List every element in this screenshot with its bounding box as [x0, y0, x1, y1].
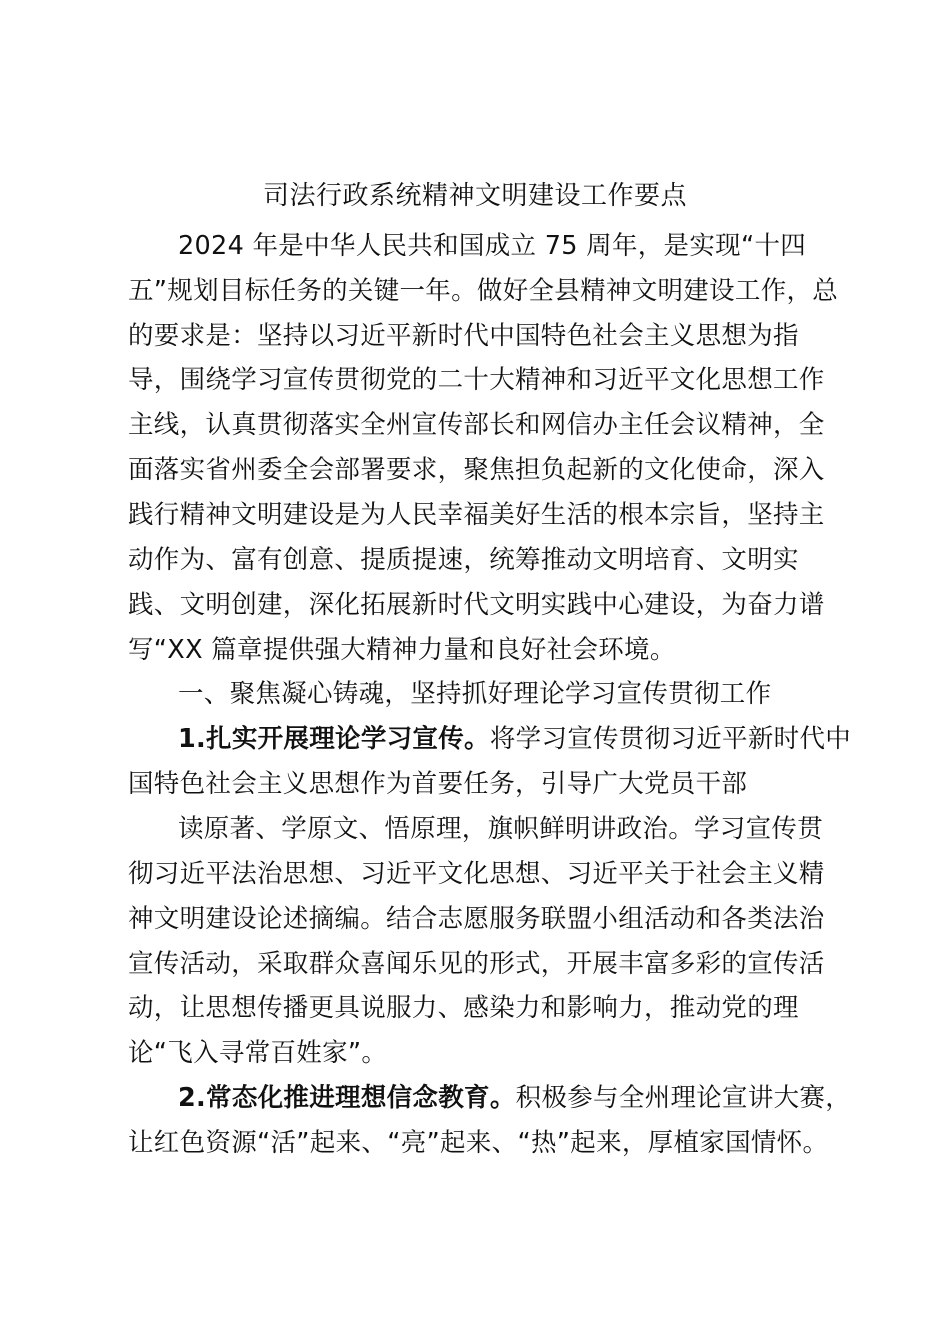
intro-line-8: 动作为、富有创意、提质提速，统筹推动文明培育、文明实 — [128, 545, 799, 575]
item2-first-line-text: 积极参与全州理论宣讲大赛， — [515, 1083, 852, 1113]
item1-first-line-text: 将学习宣传贯彻习近平新时代中 — [489, 724, 852, 754]
item2-heading: 2.常态化推进理想信念教育。 — [178, 1083, 516, 1113]
item1-line-2: 国特色社会主义思想作为首要任务，引导广大党员干部 — [128, 769, 748, 799]
item1-line-6: 宣传活动，采取群众喜闻乐见的形式，开展丰富多彩的宣传活 — [128, 949, 825, 979]
intro-line-6: 面落实省州委全会部署要求，聚焦担负起新的文化使命，深入 — [128, 455, 825, 485]
item1-line-3: 读原著、学原文、悟原理，旗帜鲜明讲政治。学习宣传贯 — [178, 814, 824, 844]
section-heading-1: 一、聚焦凝心铸魂，坚持抓好理论学习宣传贯彻工作 — [178, 679, 772, 709]
item1-line-5: 神文明建设论述摘编。结合志愿服务联盟小组活动和各类法治 — [128, 904, 825, 934]
intro-line-5: 主线，认真贯彻落实全州宣传部长和网信办主任会议精神，全 — [128, 410, 825, 440]
intro-line-4: 导，围绕学习宣传贯彻党的二十大精神和习近平文化思想工作 — [128, 365, 825, 395]
intro-line-1: 2024 年是中华人民共和国成立 75 周年，是实现“十四 — [178, 231, 807, 261]
item1-line-4: 彻习近平法治思想、习近平文化思想、习近平关于社会主义精 — [128, 859, 825, 889]
intro-line-9: 践、文明创建，深化拓展新时代文明实践中心建设，为奋力谱 — [128, 590, 825, 620]
intro-line-10: 写“XX 篇章提供强大精神力量和良好社会环境。 — [128, 635, 676, 665]
item1-line-7: 动，让思想传播更具说服力、感染力和影响力，推动党的理 — [128, 993, 799, 1023]
document-title: 司法行政系统精神文明建设工作要点 — [262, 181, 687, 211]
item1-first-line — [178, 719, 851, 759]
intro-line-7: 践行精神文明建设是为人民幸福美好生活的根本宗旨，坚持主 — [128, 500, 825, 530]
item1-line-8: 论“飞入寻常百姓家”。 — [128, 1038, 388, 1068]
item2-line-2: 让红色资源“活”起来、“亮”起来、“热”起来，厚植家国情怀。 — [128, 1128, 829, 1158]
intro-line-2: 五”规划目标任务的关键一年。做好全县精神文明建设工作，总 — [128, 276, 839, 306]
item2-first-line — [178, 1078, 851, 1118]
intro-line-3: 的要求是：坚持以习近平新时代中国特色社会主义思想为指 — [128, 321, 799, 351]
item1-heading: 1.扎实开展理论学习宣传。 — [178, 724, 490, 754]
